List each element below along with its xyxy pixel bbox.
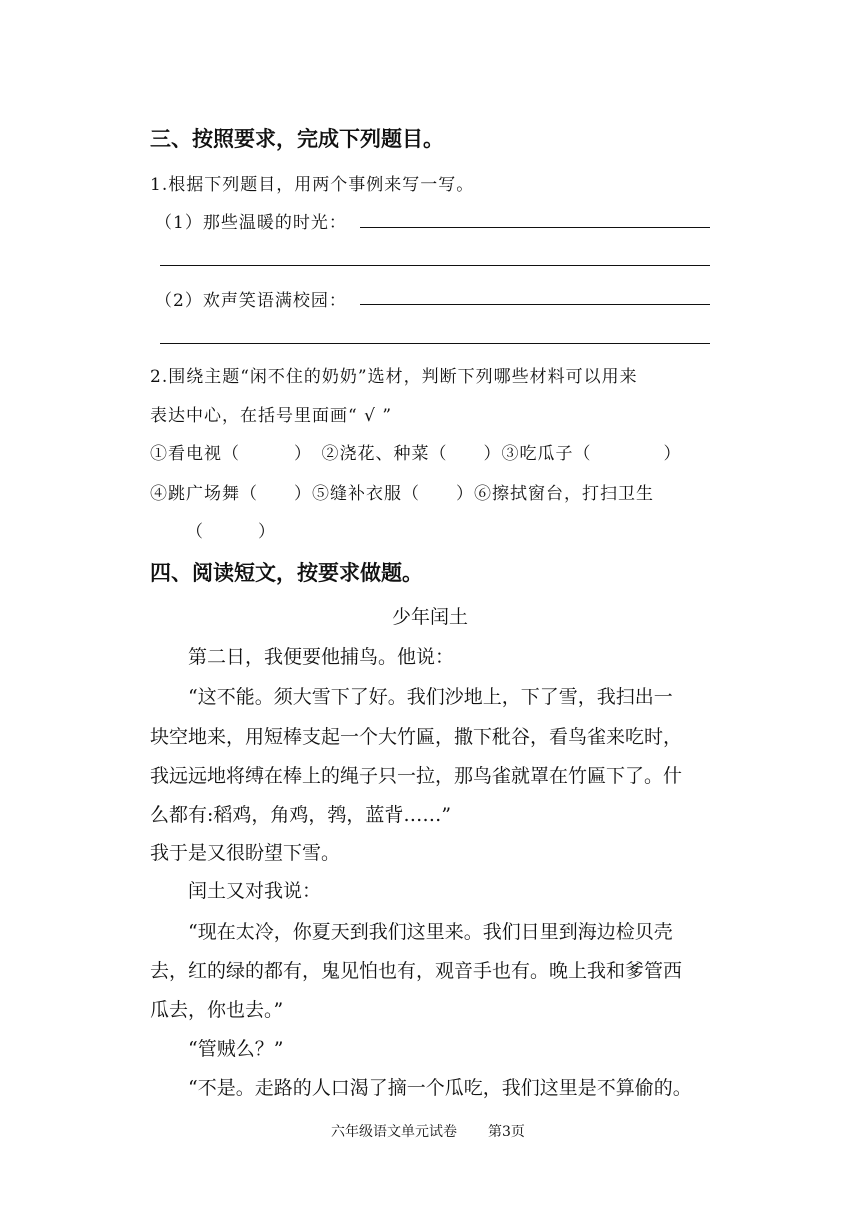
- q1-item2-label: （2）欢声笑语满校园：: [155, 291, 347, 311]
- passage-line: 瓜去，你也去。”: [150, 999, 284, 1021]
- passage-line: 么都有:稻鸡，角鸡，鹁，蓝背……”: [150, 804, 452, 826]
- passage-line: 我于是又很盼望下雪。: [150, 842, 341, 864]
- q1-item1-answer-line[interactable]: [360, 227, 710, 228]
- q1-item1-label: （1）那些温暖的时光：: [155, 213, 347, 233]
- section4-heading: 四、阅读短文，按要求做题。: [150, 561, 423, 585]
- passage-line: “管贼么？”: [188, 1038, 284, 1060]
- q2-options-row1: ①看电视（ ） ②浇花、种菜（ ）③吃瓜子（ ）: [150, 444, 682, 464]
- passage-line: 去，红的绿的都有，鬼见怕也有，观音手也有。晚上我和爹管西: [150, 960, 683, 982]
- footer-page-number: 第3页: [488, 1124, 525, 1140]
- passage-line: 我远远地将缚在棒上的绳子只一拉，那鸟雀就罩在竹匾下了。什: [150, 765, 683, 787]
- q2-options-row2: ④跳广场舞（ ）⑤缝补衣服（ ）⑥擦拭窗台，打扫卫生: [150, 484, 654, 504]
- q2-prompt-line1: 2.围绕主题“闲不住的奶奶”选材，判断下列哪些材料可以用来: [150, 367, 638, 387]
- q1-item1-answer-line-2[interactable]: [160, 265, 710, 266]
- q1-item2-answer-line-2[interactable]: [160, 343, 710, 344]
- q1-item2-answer-line[interactable]: [360, 304, 710, 305]
- q2-prompt-line2: 表达中心，在括号里面画“ √ ”: [150, 406, 393, 426]
- footer-exam-name: 六年级语文单元试卷: [331, 1124, 457, 1140]
- passage-line: 第二日，我便要他捕鸟。他说：: [188, 646, 455, 668]
- passage-title: 少年闰土: [391, 606, 468, 628]
- passage-line: “现在太冷，你夏天到我们这里来。我们日里到海边检贝壳: [188, 921, 673, 943]
- passage-line: 闰土又对我说：: [188, 880, 322, 902]
- q2-options-row3: （ ）: [186, 522, 276, 542]
- passage-line: “这不能。须大雪下了好。我们沙地上，下了雪，我扫出一: [188, 686, 673, 708]
- passage-line: 块空地来，用短棒支起一个大竹匾，撒下秕谷，看鸟雀来吃时，: [150, 726, 683, 748]
- passage-line: “不是。走路的人口渴了摘一个瓜吃，我们这里是不算偷的。: [188, 1077, 692, 1099]
- q1-prompt: 1.根据下列题目，用两个事例来写一写。: [150, 175, 475, 195]
- section3-heading: 三、按照要求，完成下列题目。: [150, 127, 444, 151]
